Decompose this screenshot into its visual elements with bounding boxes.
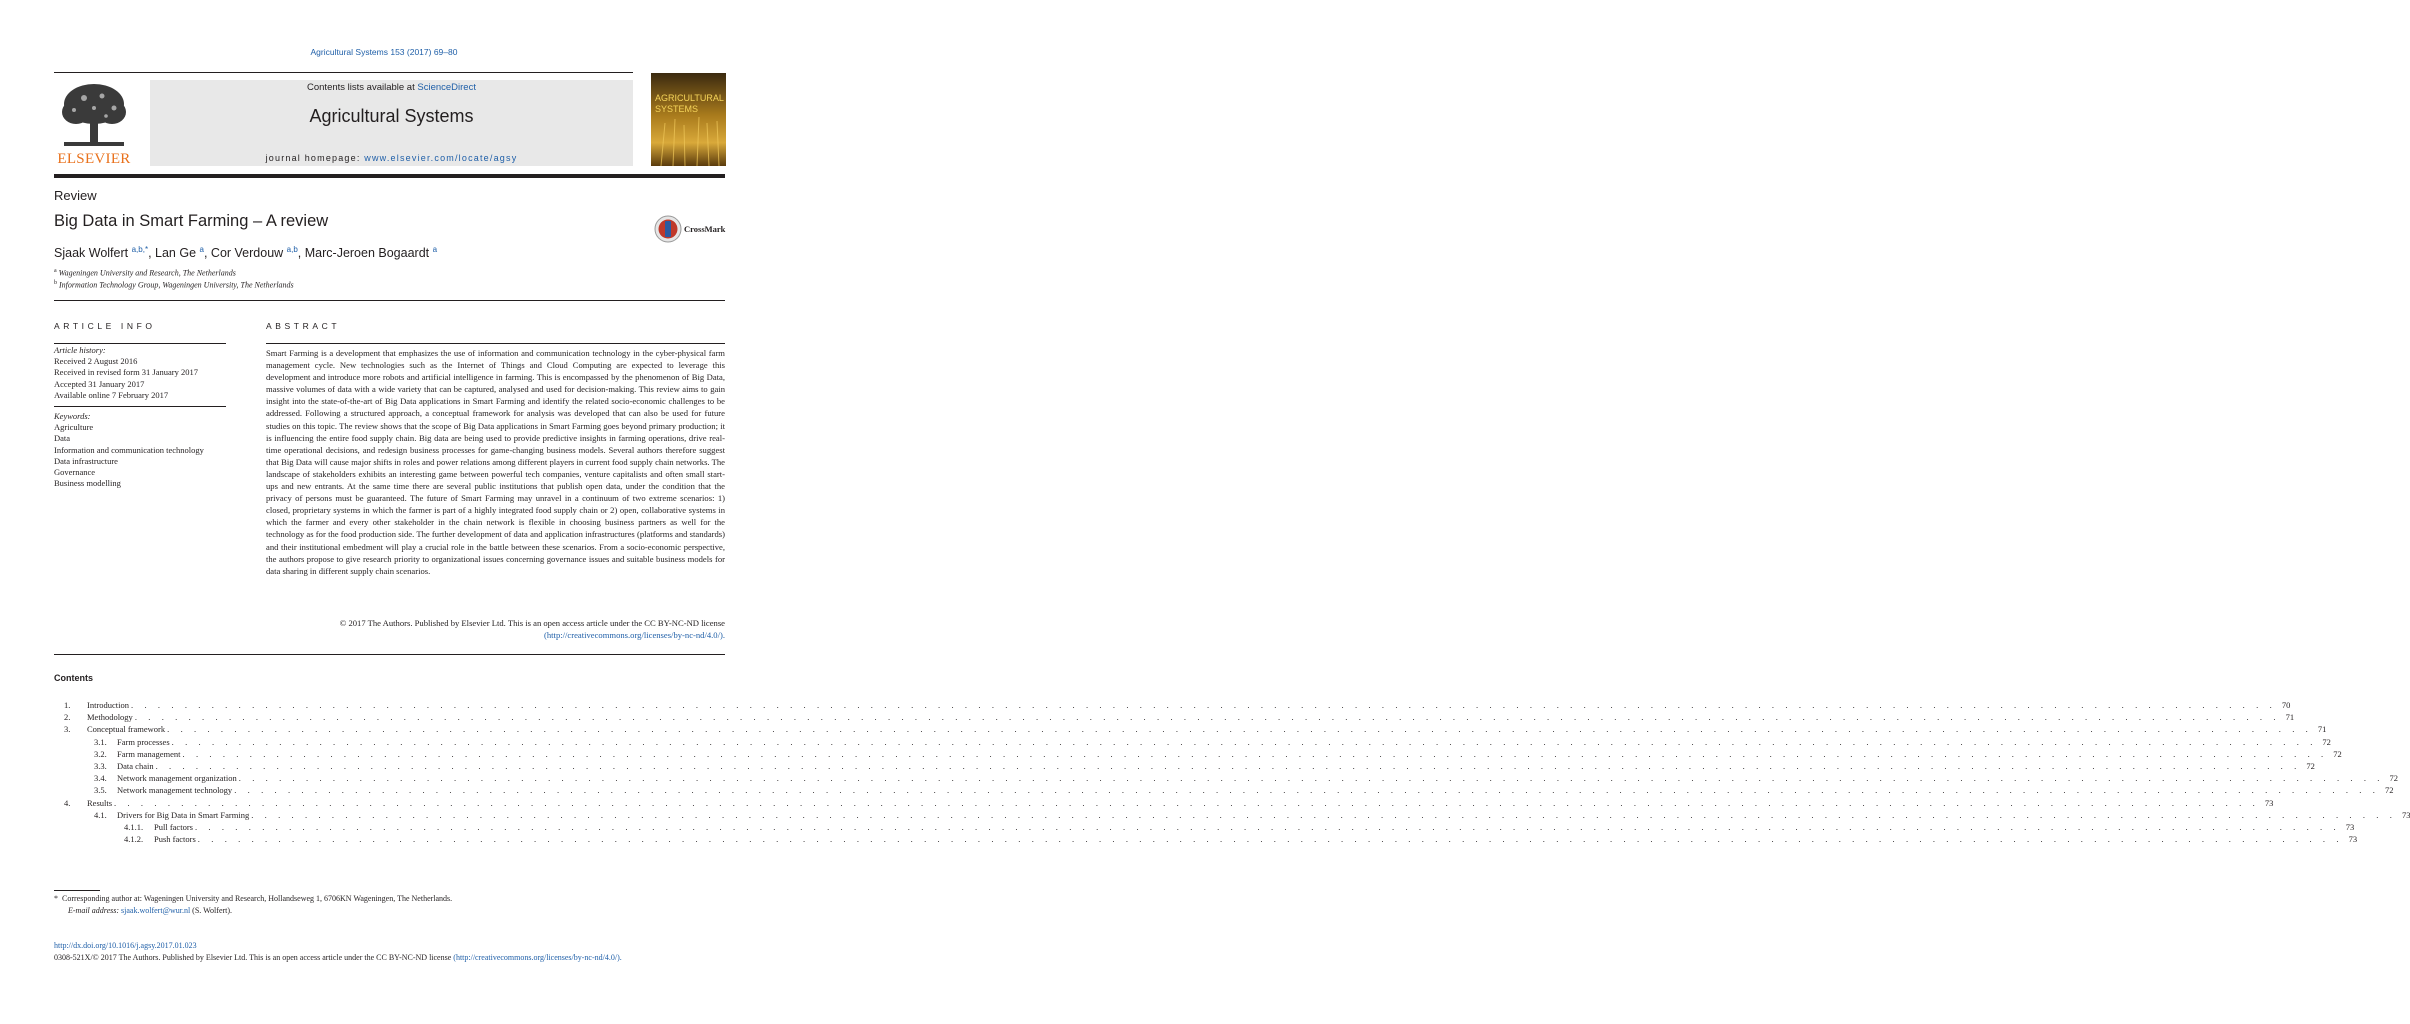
toc-entry-title[interactable]: Network management technology [117, 785, 233, 796]
toc-entry[interactable] [54, 797, 2274, 809]
sciencedirect-link[interactable]: ScienceDirect [417, 82, 476, 93]
journal-cover-image [651, 73, 726, 166]
crossmark-icon [654, 215, 682, 243]
toc-entry[interactable] [54, 784, 2394, 796]
footer-license-link[interactable]: (http://creativecommons.org/licenses/by-nc-nd/4.0/). [453, 952, 622, 962]
abstract-rule [266, 343, 725, 344]
toc-entry-number: 4.1.1. [124, 821, 144, 832]
toc-leader-dots: . . . . . . . . . . . . . . . . . . . . . . . . . . . . . . . . . . . . . . . . . . . . . . . . . . . . . . . . . . . . . . . . . . . . . . . . . . . . . . . . . . . . . . . . . . . . . . . . . . . . . . . . . . . . . . . . . . . . . . . . . . . . . . . . . . . . . . . . . . . . . . . . . . . . . . . . . . . . . . . . [114, 797, 2260, 808]
toc-entry[interactable] [54, 748, 2342, 760]
toc-entry-number: 4.1. [94, 809, 107, 820]
toc-entry-number: 3. [64, 724, 71, 735]
toc-leader-dots: . . . . . . . . . . . . . . . . . . . . . . . . . . . . . . . . . . . . . . . . . . . . . . . . . . . . . . . . . . . . . . . . . . . . . . . . . . . . . . . . . . . . . . . . . . . . . . . . . . . . . . . . . . . . . . . . . . . . . . . . . . . . . . . . . . . . . . . . . . . . . . . . . . . . . . . . . . . . . . . . [251, 809, 2397, 820]
toc-entry[interactable] [54, 760, 2315, 772]
contents-available-line: Contents lists available at ScienceDirect [307, 82, 476, 93]
divider-rule [54, 300, 725, 301]
toc-leader-dots: . . . . . . . . . . . . . . . . . . . . . . . . . . . . . . . . . . . . . . . . . . . . . . . . . . . . . . . . . . . . . . . . . . . . . . . . . . . . . . . . . . . . . . . . . . . . . . . . . . . . . . . . . . . . . . . . . . . . . . . . . . . . . . . . . . . . . . . . . . . . . . . . . . . . . . . . . . . . . . . . [171, 736, 2317, 747]
toc-entry-page: 73 [2401, 809, 2410, 820]
article-type: Review [54, 188, 97, 203]
toc-entry-title[interactable]: Results [87, 797, 113, 808]
journal-homepage-line: journal homepage: www.elsevier.com/locate/agsy [265, 153, 518, 163]
footnote-rule [54, 890, 100, 891]
toc-entry-title[interactable]: Farm management [117, 748, 181, 759]
toc-entry-page: 72 [2384, 785, 2394, 796]
toc-entry-number: 1. [64, 700, 71, 710]
toc-entry-title[interactable]: Conceptual framework [87, 724, 166, 735]
toc-leader-dots: . . . . . . . . . . . . . . . . . . . . . . . . . . . . . . . . . . . . . . . . . . . . . . . . . . . . . . . . . . . . . . . . . . . . . . . . . . . . . . . . . . . . . . . . . . . . . . . . . . . . . . . . . . . . . . . . . . . . . . . . . . . . . . . . . . . . . . . . . . . . . . . . . . . . . . . . . . . . . . . . [155, 760, 2301, 771]
article-history: Article history: Received 2 August 2016 Received in revised form 31 January 2017 Accepted 31 January 2017 Available online 7 February 2017 [54, 345, 198, 400]
keyword: Information and communication technology [54, 444, 204, 455]
author-list: Sjaak Wolfert $^{a,b,*}$, Lan Ge $^a$, Cor Verdouw $^{a,b}$, Marc-Jeroen Bogaardt $^a$ [54, 245, 438, 261]
history-received: Received 2 August 2016 [54, 356, 138, 367]
abstract-text: Smart Farming is a development that emphasizes the use of information and communication technology in the cyber-physical farm management cycle. New technologies such as the Internet of Things and Cloud Computing are expected to leverage this development and introduce more robots and artificial intelligence in farming. This is encompassed by the phenomenon of Big Data, massive volumes of data with a wide variety that can be captured, analysed and used for decision-making. This review aims to gain insight into the state-of-the-art of Big Data applications in Smart Farming and identify the related socio-economic challenges to be addressed. Following a structured approach, a conceptual framework for analysis was developed that can also be used for future studies on this topic. The review shows that the scope of Big Data applications in Smart Farming goes beyond primary production; it is influencing the entire food supply chain. Big data are being used to provide predictive insights in farming operations, drive real-time operational decisions, and redesign business processes for game-changing business models. Several authors therefore suggest that Big Data will cause major shifts in roles and power relations among different players in current food supply chain networks. The landscape of stakeholders exhibits an interesting game between powerful tech companies, venture capitalists and often small start-ups and new entrants. At the same time there are several public institutions that publish open data, under the condition that the privacy of persons must be guaranteed. The future of Smart Farming may unravel in a continuum of two extreme scenarios: 1) closed, proprietary systems in which the farmer is part of a highly integrated food supply chain or 2) open, collaborative systems in which the farmer and every other stakeholder in the chain network is flexible in choosing business partners as well for the technology as for the food production side. The further development of data and application infrastructures (platforms and standards) and their institutional embedment will play a crucial role in the battle between these scenarios. From a socio-economic perspective, the authors propose to give research priority to organizational issues concerning governance issues and suitable business models for data sharing in different supply chain scenarios. [266, 348, 725, 576]
toc-entry-number: 2. [64, 712, 71, 723]
journal-citation[interactable]: Agricultural Systems 153 (2017) 69–80 [310, 47, 458, 57]
toc-entry[interactable] [54, 833, 2358, 845]
divider-rule [54, 654, 725, 655]
cover-title-line-1: AGRICULTURAL [655, 93, 724, 103]
toc-entry-title[interactable]: Network management organization [117, 773, 237, 784]
author-2[interactable]: Lan Ge $^a$ [155, 245, 204, 261]
toc-entry[interactable] [54, 821, 2355, 833]
toc-entry-page: 72 [2322, 736, 2331, 747]
toc-leader-dots: . . . . . . . . . . . . . . . . . . . . . . . . . . . . . . . . . . . . . . . . . . . . . . . . . . . . . . . . . . . . . . . . . . . . . . . . . . . . . . . . . . . . . . . . . . . . . . . . . . . . . . . . . . . . . . . . . . . . . . . . . . . . . . . . . . . . . . . . . . . . . . . . . . . . . . . . . . . . . . . . [197, 834, 2344, 845]
keywords-list: Keywords: Agriculture Data Information and communication technology Data infrastructure Governance Business modelling [54, 411, 204, 489]
toc-entry[interactable] [54, 711, 2295, 723]
journal-homepage-link[interactable]: www.elsevier.com/locate/agsy [364, 153, 518, 163]
cover-title-line-2: SYSTEMS [655, 104, 699, 114]
keyword: Business modelling [54, 478, 121, 489]
crossmark-label: CrossMark [684, 224, 726, 234]
toc-entry-number: 4.1.2. [124, 834, 144, 845]
toc-leader-dots: . . . . . . . . . . . . . . . . . . . . . . . . . . . . . . . . . . . . . . . . . . . . . . . . . . . . . . . . . . . . . . . . . . . . . . . . . . . . . . . . . . . . . . . . . . . . . . . . . . . . . . . . . . . . . . . . . . . . . . . . . . . . . . . . . . . . . . . . . . . . . . . . . . . . . . . . . . . . . . . . [167, 724, 2313, 735]
affiliation-a: $^a$ Wageningen University and Research, The Netherlands [54, 268, 236, 278]
author-3[interactable]: Cor Verdouw $^{a,b}$ [210, 245, 298, 261]
history-online: Available online 7 February 2017 [54, 389, 169, 400]
keywords-rule [54, 406, 226, 407]
license-link[interactable]: (http://creativecommons.org/licenses/by-nc-nd/4.0/). [544, 630, 725, 641]
elsevier-wordmark: ELSEVIER [57, 151, 131, 167]
toc-entry-number: 3.5. [94, 785, 107, 796]
toc-entry-number: 3.3. [94, 760, 107, 771]
keyword: Agriculture [54, 422, 94, 433]
toc-entry-page: 73 [2348, 834, 2358, 845]
doi-footer: http://dx.doi.org/10.1016/j.agsy.2017.01.023 0308-521X/© 2017 The Authors. Published by Elsevier Ltd. This is an open access article under the CC BY-NC-ND license (http://creativecommons.org/licenses/by-nc-nd/4.0/). [54, 941, 622, 962]
toc-entry-title[interactable]: Introduction [87, 700, 130, 710]
toc-entry-title[interactable]: Methodology [87, 712, 133, 723]
toc-entry[interactable] [54, 809, 2410, 821]
keyword: Data infrastructure [54, 455, 118, 466]
toc-entry-page: 72 [2306, 760, 2315, 771]
toc-entry-title[interactable]: Drivers for Big Data in Smart Farming [117, 809, 250, 820]
email-link[interactable]: sjaak.wolfert@wur.nl [121, 905, 191, 915]
toc-entry-number: 3.1. [94, 736, 107, 747]
abstract-copyright: © 2017 The Authors. Published by Elsevier Ltd. This is an open access article under the CC BY-NC-ND license (http://creativecommons.org/licenses/by-nc-nd/4.0/). [339, 618, 725, 641]
toc-leader-dots: . . . . . . . . . . . . . . . . . . . . . . . . . . . . . . . . . . . . . . . . . . . . . . . . . . . . . . . . . . . . . . . . . . . . . . . . . . . . . . . . . . . . . . . . . . . . . . . . . . . . . . . . . . . . . . . . . . . . . . . . . . . . . . . . . . . . . . . . . . . . . . . . . . . . . . . . . . . . . . . . [134, 712, 2281, 723]
affiliation-b: $^b$ Information Technology Group, Wageningen University, The Netherlands [54, 280, 294, 290]
toc-entry[interactable] [54, 772, 2399, 784]
toc-entry-title[interactable]: Farm processes [117, 736, 170, 747]
keyword: Data [54, 433, 71, 444]
toc-entry-title[interactable]: Data chain [117, 760, 154, 771]
toc-entry[interactable] [54, 723, 2327, 735]
toc-entry-title[interactable]: Pull factors [154, 821, 193, 832]
article-title: Big Data in Smart Farming – A review [54, 212, 329, 230]
toc-entry-page: 73 [2264, 797, 2274, 808]
author-4[interactable]: Marc-Jeroen Bogaardt $^a$ [304, 245, 438, 261]
toc-leader-dots: . . . . . . . . . . . . . . . . . . . . . . . . . . . . . . . . . . . . . . . . . . . . . . . . . . . . . . . . . . . . . . . . . . . . . . . . . . . . . . . . . . . . . . . . . . . . . . . . . . . . . . . . . . . . . . . . . . . . . . . . . . . . . . . . . . . . . . . . . . . . . . . . . . . . . . . . . . . . . . . . [238, 773, 2385, 784]
toc-leader-dots: . . . . . . . . . . . . . . . . . . . . . . . . . . . . . . . . . . . . . . . . . . . . . . . . . . . . . . . . . . . . . . . . . . . . . . . . . . . . . . . . . . . . . . . . . . . . . . . . . . . . . . . . . . . . . . . . . . . . . . . . . . . . . . . . . . . . . . . . . . . . . . . . . . . . . . . . . . . . . . . . [194, 821, 2341, 832]
crossmark-badge[interactable] [654, 215, 726, 243]
toc-entry[interactable] [54, 699, 2291, 711]
corresponding-author-footnote: * Corresponding author at: Wageningen University and Research, Hollandseweg 1, 6706KN Wageningen, The Netherlands. E-mail address: sjaak.wolfert@wur.nl (S. Wolfert). [54, 894, 453, 915]
contents-heading: Contents [54, 673, 93, 683]
abstract-heading: ABSTRACT [266, 321, 341, 331]
toc-entry-number: 3.2. [94, 748, 107, 759]
doi-link[interactable]: http://dx.doi.org/10.1016/j.agsy.2017.01.023 [54, 941, 197, 950]
toc-entry[interactable] [54, 736, 2331, 748]
toc-entry-number: 3.4. [94, 773, 107, 784]
header-thick-rule [54, 174, 725, 178]
toc-entry-page: 73 [2345, 821, 2355, 832]
journal-title: Agricultural Systems [309, 106, 474, 126]
toc-entry-page: 71 [2317, 724, 2327, 735]
toc-entry-page: 71 [2285, 712, 2295, 723]
header-top-rule [54, 72, 633, 73]
toc-entry-number: 4. [64, 797, 71, 808]
toc-leader-dots: . . . . . . . . . . . . . . . . . . . . . . . . . . . . . . . . . . . . . . . . . . . . . . . . . . . . . . . . . . . . . . . . . . . . . . . . . . . . . . . . . . . . . . . . . . . . . . . . . . . . . . . . . . . . . . . . . . . . . . . . . . . . . . . . . . . . . . . . . . . . . . . . . . . . . . . . . . . . . . . . [131, 700, 2277, 710]
toc-leader-dots: . . . . . . . . . . . . . . . . . . . . . . . . . . . . . . . . . . . . . . . . . . . . . . . . . . . . . . . . . . . . . . . . . . . . . . . . . . . . . . . . . . . . . . . . . . . . . . . . . . . . . . . . . . . . . . . . . . . . . . . . . . . . . . . . . . . . . . . . . . . . . . . . . . . . . . . . . . . . . . . . [182, 748, 2328, 759]
article-info-heading: ARTICLE INFO [54, 321, 156, 331]
author-1[interactable]: Sjaak Wolfert $^{a,b,*}$ [54, 245, 149, 261]
toc-entry-page: 72 [2389, 773, 2399, 784]
history-accepted: Accepted 31 January 2017 [54, 378, 145, 389]
table-of-contents [54, 699, 2410, 845]
article-info-rule [54, 343, 226, 344]
keyword: Governance [54, 467, 96, 478]
toc-leader-dots: . . . . . . . . . . . . . . . . . . . . . . . . . . . . . . . . . . . . . . . . . . . . . . . . . . . . . . . . . . . . . . . . . . . . . . . . . . . . . . . . . . . . . . . . . . . . . . . . . . . . . . . . . . . . . . . . . . . . . . . . . . . . . . . . . . . . . . . . . . . . . . . . . . . . . . . . . . . . . . . . [234, 785, 2380, 796]
toc-entry-page: 70 [2281, 700, 2291, 710]
history-revised: Received in revised form 31 January 2017 [54, 367, 198, 378]
toc-entry-title[interactable]: Push factors [154, 834, 196, 845]
toc-entry-page: 72 [2333, 748, 2342, 759]
